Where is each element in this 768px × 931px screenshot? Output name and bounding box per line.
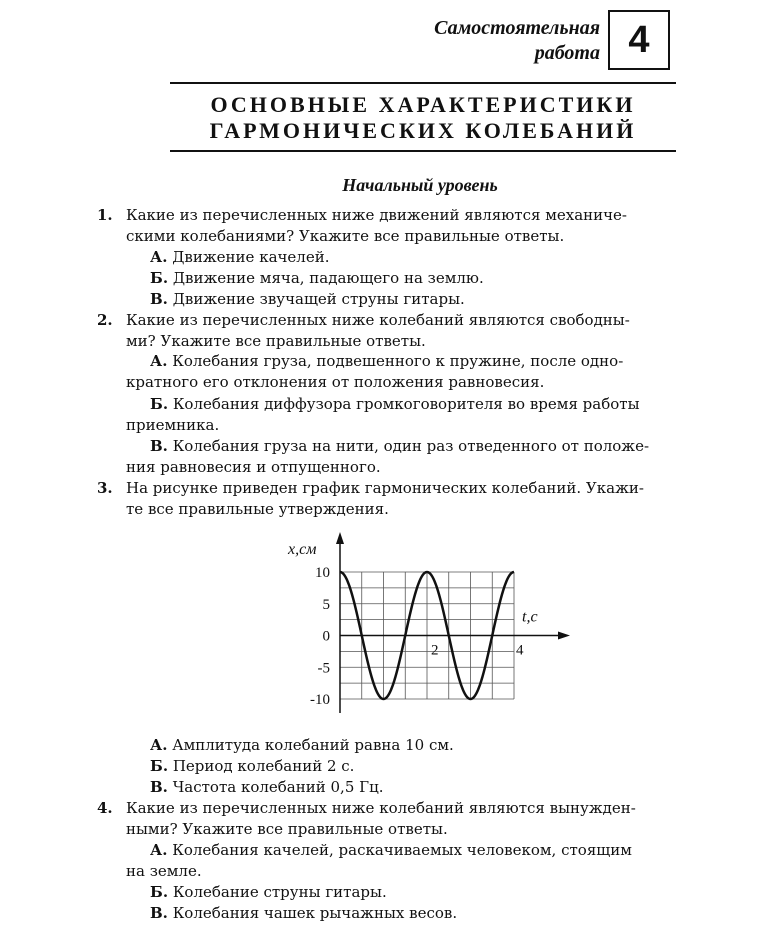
question-3 bbox=[97, 478, 747, 520]
x-axis-arrow bbox=[558, 632, 570, 640]
question-1 bbox=[97, 205, 747, 247]
option-text: Движение качелей. bbox=[172, 248, 330, 266]
question-number: 3. bbox=[97, 479, 113, 497]
option-text-line1: Колебания груза, подвешенного к пружине, после одно- bbox=[172, 352, 624, 370]
x-tick-label: 2 bbox=[431, 642, 439, 659]
question-4 bbox=[97, 798, 747, 840]
y-tick-label: -5 bbox=[317, 660, 330, 677]
title-rule-bottom bbox=[170, 150, 676, 152]
option-text: Колебания чашек рычажных весов. bbox=[172, 904, 458, 922]
question-number: 2. bbox=[97, 311, 113, 329]
q1-option-v bbox=[150, 289, 747, 310]
option-text: Движение звучащей струны гитары. bbox=[172, 290, 465, 308]
level-heading: Начальный уровень bbox=[342, 175, 498, 195]
option-text-line1: Колебания диффузора громкоговорителя во время работы bbox=[172, 395, 640, 413]
y-tick-label: -10 bbox=[310, 692, 330, 708]
q4-option-v bbox=[150, 903, 747, 924]
y-tick-labels bbox=[310, 565, 330, 708]
x-tick-labels bbox=[431, 643, 524, 659]
x-axis-label: t,с bbox=[522, 608, 538, 626]
option-letter: Б. bbox=[150, 269, 169, 287]
option-text-line2: кратного его отклонения от положения равновесия. bbox=[126, 373, 545, 391]
question-number: 1. bbox=[97, 206, 113, 224]
option-letter: А. bbox=[150, 841, 168, 859]
work-number-box: 4 bbox=[608, 10, 670, 70]
title-rule-top bbox=[170, 82, 676, 84]
question-text-line1: Какие из перечисленных ниже движений являются механиче- bbox=[126, 206, 627, 224]
q1-option-a bbox=[150, 247, 747, 268]
work-type-label bbox=[360, 16, 600, 66]
option-text-line2: на земле. bbox=[126, 862, 202, 880]
option-text-line2: ния равновесия и отпущенного. bbox=[126, 458, 381, 476]
option-text: Период колебаний 2 с. bbox=[172, 757, 355, 775]
option-text: Частота колебаний 0,5 Гц. bbox=[172, 778, 384, 796]
y-axis-arrow bbox=[336, 532, 344, 544]
x-tick-label: 4 bbox=[516, 642, 524, 659]
question-text-line2: скими колебаниями? Укажите все правильные ответы. bbox=[126, 227, 565, 245]
question-text-line1: Какие из перечисленных ниже колебаний являются свободны- bbox=[126, 311, 630, 329]
q3-option-v bbox=[150, 777, 747, 798]
option-letter: А. bbox=[150, 736, 168, 754]
q2-option-b bbox=[126, 394, 747, 436]
option-text-line2: приемника. bbox=[126, 416, 220, 434]
page-title bbox=[170, 92, 676, 144]
y-tick-label: 10 bbox=[315, 565, 330, 581]
option-letter: Б. bbox=[150, 757, 169, 775]
option-text-line1: Колебания качелей, раскачиваемых человеком, стоящим bbox=[172, 841, 632, 859]
work-type-line2: работа bbox=[534, 42, 600, 64]
question-2 bbox=[97, 310, 747, 352]
question-number: 4. bbox=[97, 799, 113, 817]
option-letter: В. bbox=[150, 904, 168, 922]
option-letter: А. bbox=[150, 352, 168, 370]
question-text-line1: Какие из перечисленных ниже колебаний являются вынужден- bbox=[126, 799, 636, 817]
option-text: Движение мяча, падающего на землю. bbox=[172, 269, 484, 287]
q3-option-b bbox=[150, 756, 747, 777]
q3-option-a bbox=[150, 735, 747, 756]
work-type-line1: Самостоятельная bbox=[434, 17, 600, 39]
option-text-line1: Колебания груза на нити, один раз отведенного от положе- bbox=[172, 437, 650, 455]
question-text-line1: На рисунке приведен график гармонических колебаний. Укажи- bbox=[126, 479, 644, 497]
oscillation-chart bbox=[282, 528, 572, 728]
option-text: Колебание струны гитары. bbox=[172, 883, 387, 901]
page-title-line2: ГАРМОНИЧЕСКИХ КОЛЕБАНИЙ bbox=[209, 118, 637, 143]
q4-option-b bbox=[150, 882, 747, 903]
option-text: Амплитуда колебаний равна 10 см. bbox=[172, 736, 454, 754]
page-title-line1: ОСНОВНЫЕ ХАРАКТЕРИСТИКИ bbox=[210, 92, 636, 117]
q2-option-v bbox=[126, 436, 747, 478]
question-text-line2: ми? Укажите все правильные ответы. bbox=[126, 332, 426, 350]
option-letter: В. bbox=[150, 437, 168, 455]
q1-option-b bbox=[150, 268, 747, 289]
y-tick-label: 0 bbox=[322, 628, 330, 645]
q4-option-a bbox=[126, 840, 747, 882]
q2-option-a bbox=[126, 351, 747, 393]
option-letter: Б. bbox=[150, 883, 169, 901]
option-letter: А. bbox=[150, 248, 168, 266]
option-letter: В. bbox=[150, 290, 168, 308]
question-text-line2: ными? Укажите все правильные ответы. bbox=[126, 820, 448, 838]
option-letter: В. bbox=[150, 778, 168, 796]
option-letter: Б. bbox=[150, 395, 169, 413]
y-axis-label: x,см bbox=[288, 541, 317, 558]
question-text-line2: те все правильные утверждения. bbox=[126, 500, 389, 518]
y-tick-label: 5 bbox=[322, 596, 330, 613]
